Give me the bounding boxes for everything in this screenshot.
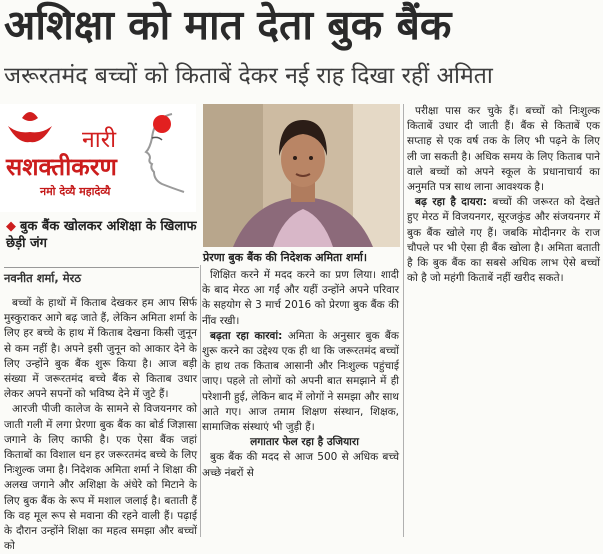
teaser-text: बुक बैंक खोलकर अशिक्षा के खिलाफ छेड़ी जंग [6,219,197,251]
column-divider [200,265,201,537]
paragraph: शिक्षित करने में मदद करने का प्रण लिया। शादी के बाद मेरठ आ गईं और यहीं उन्होंने अपने परिवार के सहयोग से 3 मार्च 2016 को प्रेरणा बुक बैंक की नींव रखी। [202,269,399,327]
subheading: बढ़ रहा है दायरा [415,196,483,209]
headline: अशिक्षा को मात देता बुक बैंक [4,1,452,49]
subheading-line [202,435,399,450]
portrait-image [203,104,400,247]
paragraph: बुक बैंक की मदद से आज 500 से अधिक बच्चे अच्छे नंबरों से [202,451,399,479]
bullet-icon: ◆ [6,219,16,234]
photo-caption: प्रेरणा बुक बैंक की निदेशक अमिता शर्मा। [203,251,368,264]
paragraph-text: अमिता के अनुसार बुक बैंक शुरू करने का उद्देश्य एक ही था कि जरूरतमंद बच्चों के हाथ तक किताब आसानी और निःशुल्क पहुंचाई जाए। पहले तो लोगों को अपनी बात समझाने में ही परेशानी हुई, लेकिन बाद में लोगों ने समझा और साथ आते गए। आज तमाम शिक्षण संस्थान, शिक्षक, सामाजिक संस्थाएं भी जुड़ी हैं। [202,329,399,434]
portrait-photo [203,104,400,247]
logo-title: नारी [82,127,117,153]
logo-title-2: सशक्तीकरण [6,152,117,181]
subheading: बढ़ता रहा कारवां [210,329,279,342]
paragraph: परीक्षा पास कर चुके हैं। बच्चों को निःशुल्क किताबें उधार दी जाती हैं। बैंक से किताबें एक सप्ताह से एक वर्ष तक के लिए भी पढ़ने के लिए ली जा सकती है। अधिक समय के लिए किताब पाने वाले बच्चों को अपने स्कूल के प्रधानाचार्य का अनुमति पत्र साथ लाना आवश्यक है। [407,105,600,194]
paragraph: बच्चों के हाथों में किताब देखकर हम आप सिर्फ मुस्कुराकर आगे बढ़ जाते हैं, लेकिन अमिता शर्मा के लिए हर बच्चे के हाथ में किताब देखना किसी जुनून से कम नहीं है। अपने इसी जुनून को आकार देने के लिए उन्होंने बुक बैंक शुरू किया है। आज बड़ी संख्या में जरूरतमंद बच्चे बैंक से किताब उधार लेकर अपने सपनों को भविष्य देने में जुटे हैं। [4,297,197,401]
logo-tagline: नमो देव्यै महादेव्यै [40,185,111,198]
paragraph-text: बच्चों की जरूरत को देखते हुए मेरठ में विजयनगर, सूरजकुंड और संजयनगर में बुक बैंक खोले गए हैं। जबकि मोदीनगर के राज चौपले पर भी ऐसा ही बैंक खोला है। अमिता बताती है कि बुक बैंक का सबसे अधिक लाभ ऐसे बच्चों को है जो महंगी किताबें नहीं खरीद सकते। [407,196,601,285]
teaser [6,218,198,252]
subheadline: जरूरतमंद बच्चों को किताबें देकर नई राह दिखा रहीं अमिता [4,63,493,89]
column-3 [407,104,600,286]
column-2 [202,268,399,481]
subheading: लगातार फेल रहा है उजियारा [250,436,359,449]
paragraph: आरजी पीजी कालेज के सामने से विजयनगर को जाती गली में लगा प्रेरणा बुक बैंक का बोर्ड जिज्ञासा जगाने के लिए काफी है। एक ऐसा बैंक जहां किताबों का विशाल धन हर जरूरतमंद बच्चे के लिए निःशुल्क जमा है। निदेशक अमिता शर्मा ने शिक्षा की अलख जगाने और अशिक्षा के अंधेरे को मिटाने के लिए बुक बैंक के रूप में मशाल जलाई है। बताती हैं कि वह मूल रूप से मवाना की रहने वाली हैं। पढ़ाई के दौरान उन्होंने शिक्षा का महत्व समझा और बच्चों को [4,403,197,553]
paragraph: बढ़ रहा है दायरा: बच्चों की जरूरत को देखते हुए मेरठ में विजयनगर, सूरजकुंड और संजयनगर में बुक बैंक खोले गए हैं। जबकि मोदीनगर के राज चौपले पर भी ऐसा ही बैंक खोला है। अमिता बताती है कि बुक बैंक का सबसे अधिक लाभ ऐसे बच्चों को है जो महंगी किताबें नहीं खरीद सकते। [407,196,601,285]
column-1 [4,296,197,554]
byline: नवनीत शर्मा, मेरठ [4,267,199,286]
column-divider [403,104,404,537]
nari-sashaktikaran-logo [0,104,196,212]
paragraph: बढ़ता रहा कारवां: अमिता के अनुसार बुक बैंक शुरू करने का उद्देश्य एक ही था कि जरूरतमंद बच्चों के हाथ तक किताब आसानी और निःशुल्क पहुंचाई जाए। पहले तो लोगों को अपनी बात समझाने में ही परेशानी हुई, लेकिन बाद में लोगों ने समझा और साथ आते गए। आज तमाम शिक्षण संस्थान, शिक्षक, सामाजिक संस्थाएं भी जुड़ी हैं। [202,329,399,434]
